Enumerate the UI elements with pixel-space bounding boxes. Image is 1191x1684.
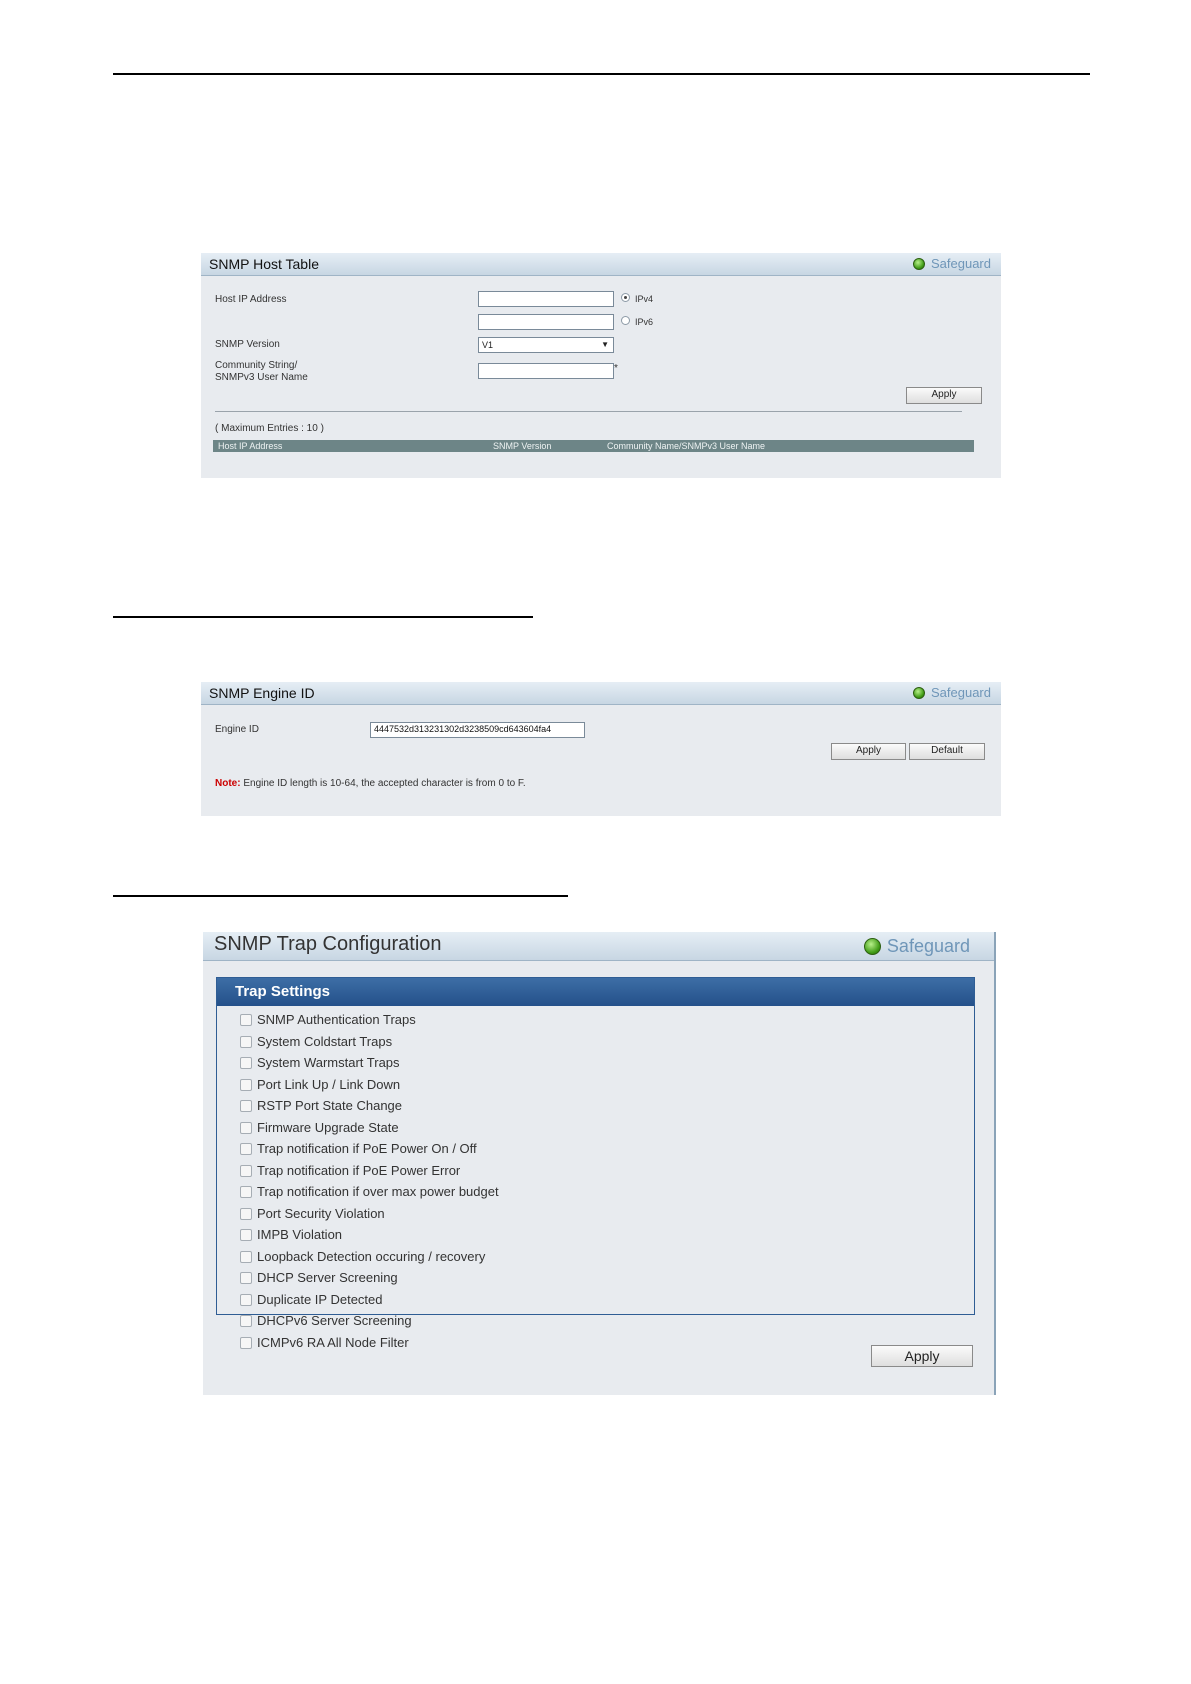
note-text: Engine ID length is 10-64, the accepted character is from 0 to F. bbox=[240, 778, 526, 789]
trap-item-label: ICMPv6 RA All Node Filter bbox=[257, 1334, 409, 1350]
column-host-ip: Host IP Address bbox=[218, 441, 283, 451]
trap-checkbox[interactable] bbox=[240, 1100, 252, 1112]
snmp-host-table-panel bbox=[201, 253, 1001, 478]
engine-id-label: Engine ID bbox=[215, 724, 259, 735]
ipv6-label: IPv6 bbox=[635, 317, 654, 327]
required-mark: * bbox=[614, 363, 618, 374]
page-title: SNMP Host Table bbox=[209, 256, 319, 272]
snmp-version-select[interactable] bbox=[478, 337, 614, 353]
engine-id-input[interactable]: 4447532d313231302d3238509cd643604fa4 bbox=[370, 722, 585, 738]
trap-checkbox[interactable] bbox=[240, 1079, 252, 1091]
safeguard-label: Safeguard bbox=[931, 256, 991, 271]
safeguard-indicator bbox=[913, 256, 991, 271]
column-community-name: Community Name/SNMPv3 User Name bbox=[607, 441, 766, 451]
section-rule-2 bbox=[113, 895, 568, 897]
trap-config-title: SNMP Trap Configuration bbox=[214, 933, 442, 955]
trap-apply-button[interactable]: Apply bbox=[871, 1345, 973, 1367]
trap-item-label: Trap notification if PoE Power On / Off bbox=[257, 1141, 477, 1156]
trap-config-titlebar bbox=[203, 932, 994, 961]
trap-item-label: RSTP Port State Change bbox=[257, 1098, 403, 1113]
community-label-line2: SNMPv3 User Name bbox=[215, 372, 308, 383]
column-snmp-version: SNMP Version bbox=[493, 441, 552, 451]
trap-checkbox[interactable] bbox=[240, 1186, 252, 1198]
trap-checkbox[interactable] bbox=[240, 1143, 252, 1155]
trap-checkbox[interactable] bbox=[240, 1122, 252, 1134]
trap-checkbox[interactable] bbox=[240, 1229, 252, 1241]
trap-checkbox[interactable] bbox=[240, 1272, 252, 1284]
snmp-host-table-titlebar bbox=[201, 253, 1001, 276]
max-entries-text: ( Maximum Entries : 10 ) bbox=[215, 423, 324, 434]
trap-checkbox[interactable] bbox=[240, 1165, 252, 1177]
trap-item-label: Trap notification if PoE Power Error bbox=[257, 1162, 461, 1178]
host-table-header-row bbox=[213, 440, 974, 452]
host-table-divider bbox=[215, 411, 962, 412]
trap-item-label: DHCPv6 Server Screening bbox=[257, 1313, 412, 1328]
snmp-engine-id-panel bbox=[201, 682, 1001, 816]
trap-item-label: DHCP Server Screening bbox=[257, 1270, 398, 1285]
engine-default-button[interactable]: Default bbox=[909, 743, 985, 760]
host-apply-button[interactable]: Apply bbox=[906, 387, 982, 404]
trap-item-label: Duplicate IP Detected bbox=[257, 1291, 383, 1307]
trap-checkbox[interactable] bbox=[240, 1251, 252, 1263]
trap-item-label: System Coldstart Traps bbox=[257, 1033, 393, 1049]
safeguard-label: Safeguard bbox=[931, 685, 991, 700]
trap-item-label: Trap notification if over max power budget bbox=[257, 1184, 499, 1199]
trap-item-label: SNMP Authentication Traps bbox=[257, 1012, 416, 1027]
trap-safeguard-indicator bbox=[864, 936, 970, 957]
host-ipv4-input[interactable] bbox=[478, 291, 614, 307]
trap-checkbox[interactable] bbox=[240, 1337, 252, 1349]
trap-checkbox[interactable] bbox=[240, 1294, 252, 1306]
ipv4-radio[interactable] bbox=[621, 293, 630, 302]
trap-checkbox[interactable] bbox=[240, 1315, 252, 1327]
safeguard-label: Safeguard bbox=[886, 936, 970, 956]
trap-item-label: Loopback Detection occuring / recovery bbox=[257, 1248, 486, 1264]
trap-checkbox[interactable] bbox=[240, 1036, 252, 1048]
community-string-input[interactable] bbox=[478, 363, 614, 379]
trap-item-label: System Warmstart Traps bbox=[257, 1055, 400, 1070]
engine-id-title: SNMP Engine ID bbox=[209, 685, 315, 701]
note-prefix: Note: bbox=[215, 778, 241, 789]
engine-safeguard-indicator bbox=[913, 685, 991, 700]
snmp-engine-id-titlebar bbox=[201, 682, 1001, 705]
page-header-rule bbox=[113, 73, 1090, 75]
trap-item-label: Port Security Violation bbox=[257, 1205, 385, 1221]
trap-settings-title: Trap Settings bbox=[235, 983, 331, 1000]
host-ip-label: Host IP Address bbox=[215, 294, 287, 305]
trap-item-label: Firmware Upgrade State bbox=[257, 1119, 399, 1135]
ipv6-radio[interactable] bbox=[621, 316, 630, 325]
ipv4-label: IPv4 bbox=[635, 294, 654, 304]
trap-item-label: Port Link Up / Link Down bbox=[257, 1076, 401, 1092]
snmp-version-label: SNMP Version bbox=[215, 339, 280, 350]
snmp-version-value: V1 bbox=[482, 340, 494, 350]
engine-apply-button[interactable]: Apply bbox=[831, 743, 906, 760]
safeguard-led-icon bbox=[913, 687, 925, 699]
trap-item-label: IMPB Violation bbox=[257, 1227, 343, 1242]
engine-id-note bbox=[215, 778, 526, 790]
safeguard-led-icon bbox=[913, 258, 925, 270]
trap-checkbox[interactable] bbox=[240, 1208, 252, 1220]
snmp-trap-config-panel bbox=[203, 932, 996, 1395]
community-label-line1: Community String/ bbox=[215, 360, 298, 371]
safeguard-led-icon bbox=[864, 938, 881, 955]
section-rule-1 bbox=[113, 616, 533, 618]
trap-checkbox[interactable] bbox=[240, 1014, 252, 1026]
trap-settings-header bbox=[217, 978, 974, 1006]
host-ipv6-input[interactable] bbox=[478, 314, 614, 330]
trap-checkbox[interactable] bbox=[240, 1057, 252, 1069]
dropdown-arrow-icon: ▼ bbox=[601, 340, 609, 349]
